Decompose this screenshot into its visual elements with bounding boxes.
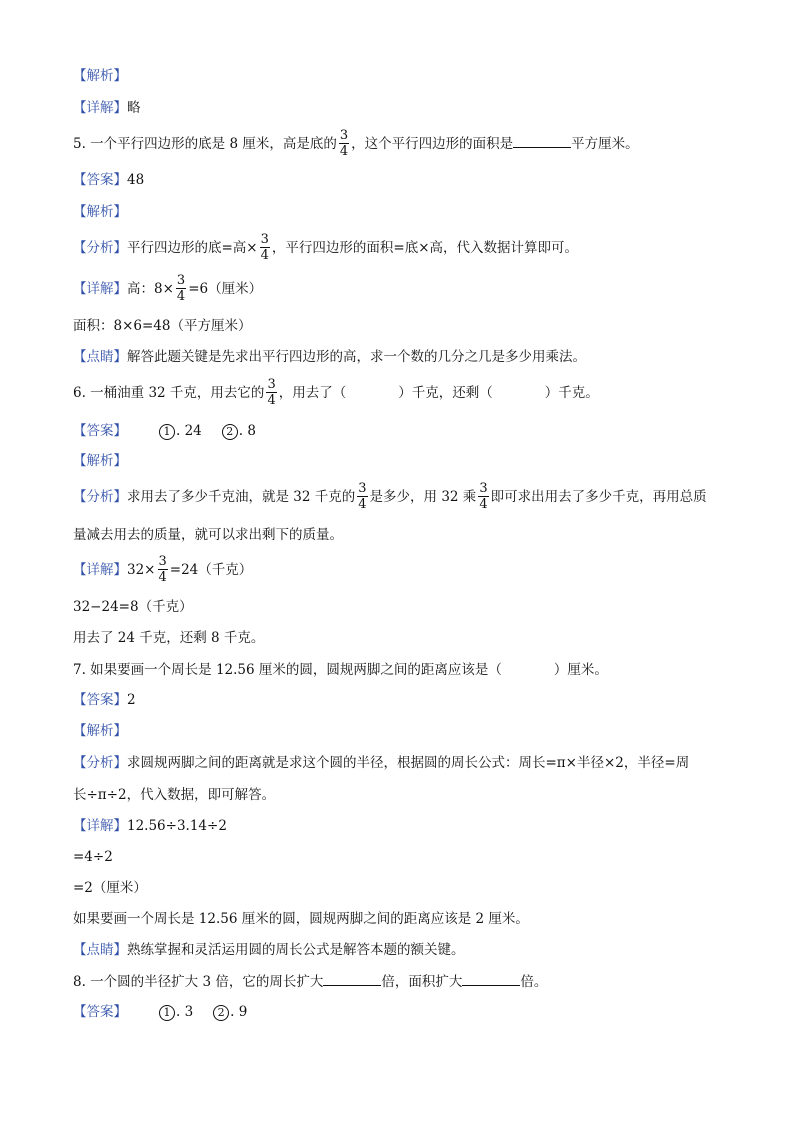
answer-blank-2[interactable] (462, 971, 520, 986)
detail-5-pre: 高：8× (127, 281, 174, 297)
fraction-3-4: $\frac{3}{4}$ (158, 554, 167, 585)
tip-7 (73, 940, 465, 960)
fraction-3-4: $\frac{3}{4}$ (176, 273, 186, 304)
detail-5-area (73, 316, 251, 336)
answer-5-value: 48 (127, 172, 145, 188)
answer-blank-1[interactable] (323, 971, 381, 986)
analysis-5-post: ，平行四边形的面积=底×高，代入数据计算即可。 (271, 240, 579, 256)
answer-7-value: 2 (127, 692, 136, 708)
tag-xiangjie: 【详解】 (73, 281, 127, 297)
analysis-7-cont-text: 长÷π÷2，代入数据，即可解答。 (73, 787, 276, 803)
analysis-6-post: 即可求出用去了多少千克，再用总质 (490, 489, 707, 505)
detail-6-post: =24（千克） (169, 562, 253, 578)
answer-5 (73, 170, 144, 190)
fraction-3-4: $\frac{3}{4}$ (267, 377, 276, 408)
detail-6-b-text: 32−24=8（千克） (73, 599, 193, 615)
circled-number-2: 2 (213, 1005, 229, 1021)
fraction-3-4: $\frac{3}{4}$ (479, 481, 488, 512)
tag-jiexi: 【解析】 (73, 204, 127, 220)
detail-7-c (73, 878, 147, 898)
tag-xiangjie: 【详解】 (73, 100, 127, 116)
tag-daan: 【答案】 (73, 172, 127, 188)
tag-jiexi: 【解析】 (73, 723, 127, 739)
detail-7-d (73, 909, 529, 929)
detail-5-area-text: 面积：8×6=48（平方厘米） (73, 318, 252, 334)
detail-7-b-text: =4÷2 (73, 849, 113, 865)
tag-daan: 【答案】 (73, 423, 127, 439)
tip-5-text: 解答此题关键是先求出平行四边形的高，求一个数的几分之几是多少用乘法。 (127, 349, 586, 365)
tag-daan: 【答案】 (73, 1004, 127, 1020)
analysis-7-cont (73, 785, 275, 805)
tag-xiangjie: 【详解】 (73, 562, 127, 578)
question-5-text-pre: 5. 一个平行四边形的底是 8 厘米，高是底的 (73, 136, 337, 152)
tag-fenxi: 【分析】 (73, 489, 127, 505)
fraction-3-4: $\frac{3}{4}$ (339, 128, 349, 159)
answer-7 (73, 690, 136, 710)
answer-6-value-2: . 8 (238, 423, 256, 439)
analysis-5-pre: 平行四边形的底=高× (127, 240, 258, 256)
analysis-header-6 (73, 451, 127, 471)
detail-7-b (73, 847, 113, 867)
answer-blank[interactable] (513, 133, 571, 148)
question-8-post: 倍。 (520, 974, 548, 990)
analysis-header-5 (73, 202, 127, 222)
tag-jiexi: 【解析】 (73, 68, 127, 84)
question-7-pre: 7. 如果要画一个周长是 12.56 厘米的圆，圆规两脚之间的距离应该是（ (73, 662, 502, 678)
analysis-header-7 (73, 721, 127, 741)
question-6-mid2: ）千克，还剩（ (398, 385, 493, 401)
analysis-7 (73, 753, 689, 773)
answer-6-value-1: . 24 (176, 423, 202, 439)
tag-dianjing: 【点睛】 (73, 942, 127, 958)
question-5 (73, 127, 639, 161)
tip-7-text: 熟练掌握和灵活运用圆的周长公式是解答本题的额关键。 (127, 942, 465, 958)
question-8 (73, 971, 547, 992)
analysis-header-1 (73, 66, 127, 86)
analysis-7-text: 求圆规两脚之间的距离就是求这个圆的半径，根据圆的周长公式：周长=π×半径×2，半径=周 (127, 755, 690, 771)
question-5-text-post: ，这个平行四边形的面积是 (351, 136, 514, 152)
answer-8-value-1: . 3 (176, 1004, 194, 1020)
answer-8-value-2: . 9 (230, 1004, 248, 1020)
detail-5 (73, 272, 262, 306)
tag-xiangjie: 【详解】 (73, 818, 127, 834)
question-6-pre: 6. 一桶油重 32 千克，用去它的 (73, 385, 265, 401)
question-6 (73, 376, 599, 410)
detail-7-c-text: =2（厘米） (73, 880, 147, 896)
analysis-6-cont-text: 量减去用去的质量，就可以求出剩下的质量。 (73, 527, 343, 543)
question-6-post: ）千克。 (544, 385, 599, 401)
analysis-6-cont (73, 525, 343, 545)
tag-fenxi: 【分析】 (73, 240, 127, 256)
question-6-mid1: ，用去了（ (278, 385, 347, 401)
question-8-pre: 8. 一个圆的半径扩大 3 倍，它的周长扩大 (73, 974, 324, 990)
fraction-3-4: $\frac{3}{4}$ (358, 481, 367, 512)
detail-5-post: =6（厘米） (188, 281, 263, 297)
question-8-mid: 倍，面积扩大 (381, 974, 463, 990)
question-7-post: ）厘米。 (553, 662, 608, 678)
detail-6-pre: 32× (127, 562, 156, 578)
tag-dianjing: 【点睛】 (73, 349, 127, 365)
analysis-6 (73, 480, 707, 514)
answer-8 (73, 1002, 247, 1022)
answer-6 (73, 421, 256, 441)
tag-jiexi: 【解析】 (73, 453, 127, 469)
tag-fenxi: 【分析】 (73, 755, 127, 771)
tip-5 (73, 347, 586, 367)
detail-line-1 (73, 98, 141, 118)
circled-number-2: 2 (222, 424, 238, 440)
detail-6-c (73, 628, 264, 648)
detail-6-c-text: 用去了 24 千克，还剩 8 千克。 (73, 630, 265, 646)
detail-7 (73, 816, 227, 836)
question-7 (73, 660, 608, 680)
analysis-5 (73, 231, 578, 265)
analysis-6-mid: 是多少，用 32 乘 (369, 489, 477, 505)
circled-number-1: 1 (159, 424, 175, 440)
fraction-3-4: $\frac{3}{4}$ (260, 232, 269, 263)
detail-6 (73, 553, 252, 587)
detail-6-b (73, 597, 193, 617)
analysis-6-pre: 求用去了多少千克油，就是 32 千克的 (127, 489, 356, 505)
question-5-unit: 平方厘米。 (571, 136, 639, 152)
circled-number-1: 1 (159, 1005, 175, 1021)
detail-text: 略 (127, 100, 141, 116)
tag-daan: 【答案】 (73, 692, 127, 708)
detail-7-text: 12.56÷3.14÷2 (127, 818, 227, 834)
detail-7-d-text: 如果要画一个周长是 12.56 厘米的圆，圆规两脚之间的距离应该是 2 厘米。 (73, 911, 529, 927)
